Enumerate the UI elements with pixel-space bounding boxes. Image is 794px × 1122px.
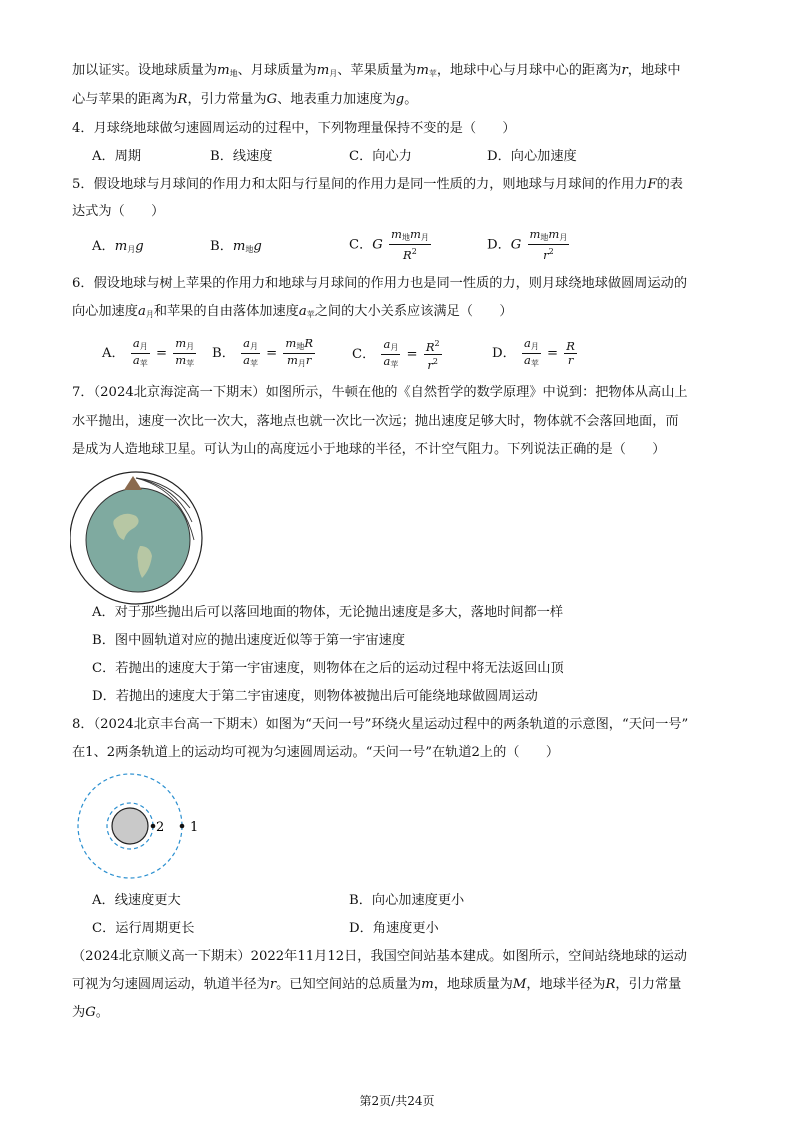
q7-stem-line-2: 水平抛出，速度一次比一次大，落地点也就一次比一次远；抛出速度足够大时，物体就不会落回地面，而 — [72, 414, 679, 429]
q6-option-a[interactable]: A． $\frac{a_月}{a_苹}$ = $\frac{m_月}{m_苹}$ — [102, 336, 195, 368]
q5-stem-line-1: 5．假设地球与月球间的作用力和太阳与行星间的作用力是同一性质的力，则地球与月球间的作用力F的表 — [72, 177, 683, 192]
q8-stem-line-2: 在1、2两条轨道上的运动均可视为匀速圆周运动。“天问一号”在轨道2上的（ ） — [72, 745, 560, 760]
q7-option-b[interactable]: B．图中圆轨道对应的抛出速度近似等于第一宇宙速度 — [92, 633, 406, 648]
q7-option-c[interactable]: C．若抛出的速度大于第一宇宙速度，则物体在之后的运动过程中将无法返回山顶 — [92, 661, 564, 676]
q4-option-c[interactable]: C．向心力 — [349, 149, 412, 164]
intro-line-1: 加以证实。设地球质量为$m_地$、月球质量为$m_月$、苹果质量为$m_苹$，地球中心与月球中心的距离为r，地球中 — [72, 63, 681, 78]
q5-option-b[interactable]: B．$m_地g$ — [210, 239, 262, 254]
q9-line-1: （2024北京顺义高一下期末）2022年11月12日，我国空间站基本建成。如图所示，空间站绕地球的运动 — [72, 949, 687, 964]
mars-planet — [112, 808, 148, 844]
q8-option-c[interactable]: C．运行周期更长 — [92, 921, 195, 936]
q4-stem: 4．月球绕地球做匀速圆周运动的过程中，下列物理量保持不变的是（ ） — [72, 121, 516, 136]
q6-stem-line-1: 6．假设地球与树上苹果的作用力和地球与月球间的作用力也是同一性质的力，则月球绕地球做圆周运动的 — [72, 276, 688, 291]
q4-option-d[interactable]: D．向心加速度 — [487, 149, 577, 164]
q8-option-b[interactable]: B．向心加速度更小 — [349, 893, 465, 908]
q7-stem-line-3: 是成为人造地球卫星。可认为山的高度远小于地球的半径，不计空气阻力。下列说法正确的是（ ） — [72, 442, 666, 457]
q5-d-fraction: $\frac{m_地m_月}{r^2}$ — [529, 227, 568, 262]
orbit-1-point — [180, 824, 185, 829]
q8-stem-line-1: 8．（2024北京丰台高一下期末）如图为“天问一号”环绕火星运动过程中的两条轨道的示意图，“天问一号” — [72, 717, 689, 732]
q9-line-2: 可视为匀速圆周运动，轨道半径为r。已知空间站的总质量为m，地球质量为M，地球半径为R，引力常量 — [72, 977, 682, 992]
q5-option-a[interactable]: A．$m_月g$ — [92, 239, 144, 254]
q6-option-c[interactable]: C． $\frac{a_月}{a_苹}$ = $\frac{R^2}{r^2}$ — [352, 337, 440, 372]
q6-option-d[interactable]: D． $\frac{a_月}{a_苹}$ = $\frac{R}{r}$ — [492, 336, 575, 368]
q4-option-a[interactable]: A．周期 — [92, 149, 142, 164]
q6-stem-line-2: 向心加速度$a_月$和苹果的自由落体加速度$a_苹$之间的大小关系应该满足（ ） — [72, 304, 513, 319]
q9-line-3: 为G。 — [72, 1005, 109, 1020]
q8-option-a[interactable]: A．线速度更大 — [92, 893, 181, 908]
q5-option-d[interactable]: D．G $\frac{m_地m_月}{r^2}$ — [487, 227, 568, 262]
q6-option-b[interactable]: B． $\frac{a_月}{a_苹}$ = $\frac{m_地R}{m_月r}$ — [212, 336, 313, 368]
q5-stem-line-2: 达式为（ ） — [72, 204, 165, 219]
q4-option-b[interactable]: B．线速度 — [210, 149, 273, 164]
q7-stem-line-1: 7．（2024北京海淀高一下期末）如图所示，牛顿在他的《自然哲学的数学原理》中说到：把物体从高山上 — [72, 385, 688, 400]
q5-c-fraction: $\frac{m_地m_月}{R^2}$ — [391, 227, 429, 262]
orbit-label-2: 2 — [156, 820, 165, 835]
newton-cannon-figure — [70, 468, 210, 608]
orbit-label-1: 1 — [190, 820, 199, 835]
q7-option-a[interactable]: A．对于那些抛出后可以落回地面的物体，无论抛出速度是多大，落地时间都一样 — [92, 605, 564, 620]
q7-option-d[interactable]: D．若抛出的速度大于第二宇宙速度，则物体被抛出后可能绕地球做圆周运动 — [92, 689, 538, 704]
q5-option-c[interactable]: C．G $\frac{m_地m_月}{R^2}$ — [349, 227, 429, 262]
tianwen-orbit-figure — [70, 772, 200, 882]
earth-globe — [86, 488, 190, 592]
q8-option-d[interactable]: D．角速度更小 — [349, 921, 439, 936]
intro-line-2: 心与苹果的距离为R，引力常量为G、地表重力加速度为g。 — [72, 92, 418, 107]
page-footer: 第2页/共24页 — [359, 1094, 435, 1108]
orbit-2-point — [151, 824, 156, 829]
